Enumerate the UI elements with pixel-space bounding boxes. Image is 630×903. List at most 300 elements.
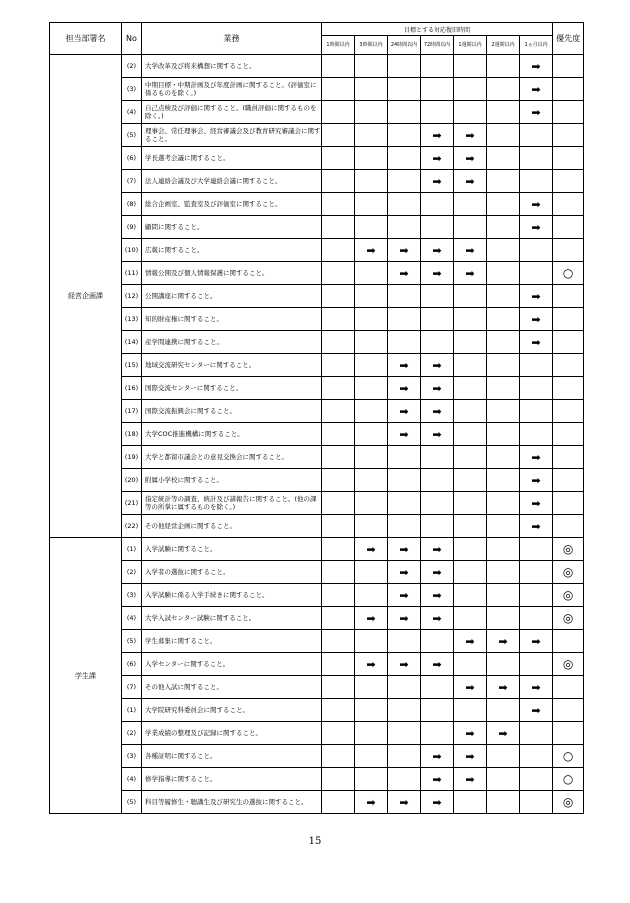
timeframe-cell bbox=[388, 124, 421, 147]
timeframe-cell bbox=[355, 699, 388, 722]
table-row bbox=[50, 262, 584, 285]
table-row bbox=[50, 193, 584, 216]
timeframe-cell bbox=[520, 239, 553, 262]
arrow-icon: ➡ bbox=[465, 174, 475, 188]
arrow-icon: ➡ bbox=[366, 243, 376, 257]
priority-mark bbox=[553, 630, 584, 653]
timeframe-cell bbox=[421, 768, 454, 791]
timeframe-cell bbox=[520, 377, 553, 400]
timeframe-cell bbox=[322, 78, 355, 101]
arrow-icon: ➡ bbox=[432, 151, 442, 165]
arrow-icon: ➡ bbox=[432, 174, 442, 188]
timeframe-cell bbox=[322, 561, 355, 584]
timeframe-cell bbox=[520, 55, 553, 78]
arrow-icon: ➡ bbox=[531, 703, 541, 717]
priority-mark: ◎ bbox=[553, 653, 584, 676]
timeframe-cell bbox=[487, 354, 520, 377]
row-number: (1) bbox=[122, 538, 142, 561]
arrow-icon: ➡ bbox=[432, 772, 442, 786]
timeframe-cell bbox=[454, 676, 487, 699]
timeframe-cell bbox=[421, 55, 454, 78]
timeframe-cell bbox=[454, 607, 487, 630]
timeframe-cell bbox=[520, 722, 553, 745]
row-number: (2) bbox=[122, 561, 142, 584]
arrow-icon: ➡ bbox=[399, 243, 409, 257]
row-number: (10) bbox=[122, 239, 142, 262]
task-description: 法人連絡会議及び大学連絡会議に関すること。 bbox=[142, 170, 322, 193]
table-row bbox=[50, 722, 584, 745]
table-row bbox=[50, 469, 584, 492]
task-description: 入学センターに関すること。 bbox=[142, 653, 322, 676]
table-row bbox=[50, 78, 584, 101]
priority-mark bbox=[553, 239, 584, 262]
arrow-icon: ➡ bbox=[465, 634, 475, 648]
timeframe-cell bbox=[355, 607, 388, 630]
table-row bbox=[50, 791, 584, 814]
arrow-icon: ➡ bbox=[399, 381, 409, 395]
priority-mark: ◎ bbox=[553, 584, 584, 607]
timeframe-cell bbox=[388, 193, 421, 216]
timeframe-cell bbox=[322, 446, 355, 469]
timeframe-cell bbox=[322, 216, 355, 239]
timeframe-cell bbox=[322, 653, 355, 676]
row-number: (15) bbox=[122, 354, 142, 377]
timeframe-cell bbox=[454, 722, 487, 745]
row-number: (4) bbox=[122, 101, 142, 124]
timeframe-cell bbox=[520, 423, 553, 446]
arrow-icon: ➡ bbox=[531, 197, 541, 211]
task-description: 指定統計等の調査、統計及び諸報告に関すること。(他の課等の所掌に属するものを除く。) bbox=[142, 492, 322, 515]
timeframe-cell bbox=[355, 538, 388, 561]
timeframe-cell bbox=[421, 331, 454, 354]
header-timeframe: 1ヵ月以内 bbox=[520, 36, 553, 55]
timeframe-cell bbox=[322, 423, 355, 446]
timeframe-cell bbox=[454, 308, 487, 331]
timeframe-cell bbox=[520, 515, 553, 538]
timeframe-cell bbox=[355, 768, 388, 791]
timeframe-cell bbox=[388, 216, 421, 239]
row-number: (21) bbox=[122, 492, 142, 515]
timeframe-cell bbox=[322, 722, 355, 745]
priority-mark bbox=[553, 147, 584, 170]
timeframe-cell bbox=[388, 400, 421, 423]
row-number: (4) bbox=[122, 607, 142, 630]
timeframe-cell bbox=[487, 745, 520, 768]
timeframe-cell bbox=[322, 285, 355, 308]
table-row bbox=[50, 285, 584, 308]
arrow-icon: ➡ bbox=[432, 565, 442, 579]
timeframe-cell bbox=[388, 722, 421, 745]
timeframe-cell bbox=[322, 170, 355, 193]
timeframe-cell bbox=[355, 377, 388, 400]
priority-mark bbox=[553, 308, 584, 331]
timeframe-cell bbox=[520, 630, 553, 653]
timeframe-cell bbox=[322, 607, 355, 630]
arrow-icon: ➡ bbox=[465, 243, 475, 257]
priority-mark: ○ bbox=[553, 745, 584, 768]
timeframe-cell bbox=[454, 745, 487, 768]
task-description: 公開講座に関すること。 bbox=[142, 285, 322, 308]
priority-mark bbox=[553, 515, 584, 538]
priority-mark bbox=[553, 676, 584, 699]
timeframe-cell bbox=[355, 722, 388, 745]
timeframe-cell bbox=[520, 492, 553, 515]
timeframe-cell bbox=[454, 515, 487, 538]
header-task: 業務 bbox=[142, 23, 322, 55]
timeframe-cell bbox=[487, 423, 520, 446]
row-number: (7) bbox=[122, 676, 142, 699]
row-number: (13) bbox=[122, 308, 142, 331]
arrow-icon: ➡ bbox=[432, 243, 442, 257]
priority-mark bbox=[553, 101, 584, 124]
row-number: (2) bbox=[122, 55, 142, 78]
timeframe-cell bbox=[487, 170, 520, 193]
timeframe-cell bbox=[421, 561, 454, 584]
timeframe-cell bbox=[355, 193, 388, 216]
arrow-icon: ➡ bbox=[531, 105, 541, 119]
row-number: (19) bbox=[122, 446, 142, 469]
timeframe-cell bbox=[421, 653, 454, 676]
timeframe-cell bbox=[355, 354, 388, 377]
timeframe-cell bbox=[454, 216, 487, 239]
arrow-icon: ➡ bbox=[531, 473, 541, 487]
timeframe-cell bbox=[421, 791, 454, 814]
row-number: (12) bbox=[122, 285, 142, 308]
arrow-icon: ➡ bbox=[465, 680, 475, 694]
timeframe-cell bbox=[388, 515, 421, 538]
timeframe-cell bbox=[388, 492, 421, 515]
timeframe-cell bbox=[322, 791, 355, 814]
timeframe-cell bbox=[520, 193, 553, 216]
arrow-icon: ➡ bbox=[498, 680, 508, 694]
timeframe-cell bbox=[520, 768, 553, 791]
timeframe-cell bbox=[421, 170, 454, 193]
timeframe-cell bbox=[388, 170, 421, 193]
timeframe-cell bbox=[388, 101, 421, 124]
timeframe-cell bbox=[520, 469, 553, 492]
task-description: 地域交流研究センターに関すること。 bbox=[142, 354, 322, 377]
header-timeframe: 1時間以内 bbox=[322, 36, 355, 55]
task-description: 知的財産権に関すること。 bbox=[142, 308, 322, 331]
timeframe-cell bbox=[388, 561, 421, 584]
table-row bbox=[50, 216, 584, 239]
arrow-icon: ➡ bbox=[531, 289, 541, 303]
row-number: (16) bbox=[122, 377, 142, 400]
timeframe-cell bbox=[487, 124, 520, 147]
timeframe-cell bbox=[421, 492, 454, 515]
timeframe-cell bbox=[487, 768, 520, 791]
row-number: (22) bbox=[122, 515, 142, 538]
timeframe-cell bbox=[322, 469, 355, 492]
arrow-icon: ➡ bbox=[432, 427, 442, 441]
priority-mark bbox=[553, 699, 584, 722]
timeframe-cell bbox=[322, 584, 355, 607]
timeframe-cell bbox=[355, 423, 388, 446]
header-timeframe: 2週間以内 bbox=[487, 36, 520, 55]
arrow-icon: ➡ bbox=[531, 335, 541, 349]
timeframe-cell bbox=[322, 193, 355, 216]
timeframe-cell bbox=[487, 239, 520, 262]
timeframe-cell bbox=[388, 354, 421, 377]
timeframe-cell bbox=[388, 745, 421, 768]
timeframe-cell bbox=[487, 377, 520, 400]
timeframe-cell bbox=[487, 492, 520, 515]
timeframe-cell bbox=[388, 331, 421, 354]
timeframe-cell bbox=[322, 768, 355, 791]
timeframe-cell bbox=[355, 55, 388, 78]
timeframe-cell bbox=[487, 331, 520, 354]
timeframe-cell bbox=[454, 400, 487, 423]
arrow-icon: ➡ bbox=[432, 542, 442, 556]
task-description: 大学入試センター試験に関すること。 bbox=[142, 607, 322, 630]
header-timeframe: 3時間以内 bbox=[355, 36, 388, 55]
arrow-icon: ➡ bbox=[399, 404, 409, 418]
arrow-icon: ➡ bbox=[531, 450, 541, 464]
table-row bbox=[50, 55, 584, 78]
timeframe-cell bbox=[322, 377, 355, 400]
task-description: 情報公開及び個人情報保護に関すること。 bbox=[142, 262, 322, 285]
arrow-icon: ➡ bbox=[399, 266, 409, 280]
timeframe-cell bbox=[322, 515, 355, 538]
table-row bbox=[50, 676, 584, 699]
timeframe-cell bbox=[421, 262, 454, 285]
timeframe-cell bbox=[388, 653, 421, 676]
arrow-icon: ➡ bbox=[432, 404, 442, 418]
arrow-icon: ➡ bbox=[465, 128, 475, 142]
timeframe-cell bbox=[421, 722, 454, 745]
table-row bbox=[50, 607, 584, 630]
timeframe-cell bbox=[520, 538, 553, 561]
timeframe-cell bbox=[322, 124, 355, 147]
timeframe-cell bbox=[520, 400, 553, 423]
arrow-icon: ➡ bbox=[531, 680, 541, 694]
arrow-icon: ➡ bbox=[399, 588, 409, 602]
task-description: 科目等履修生・聴講生及び研究生の選抜に関すること。 bbox=[142, 791, 322, 814]
priority-mark bbox=[553, 216, 584, 239]
timeframe-cell bbox=[454, 469, 487, 492]
priority-mark: ○ bbox=[553, 262, 584, 285]
recovery-time-table bbox=[49, 22, 584, 814]
timeframe-cell bbox=[421, 515, 454, 538]
arrow-icon: ➡ bbox=[432, 128, 442, 142]
priority-mark bbox=[553, 354, 584, 377]
table-row bbox=[50, 400, 584, 423]
row-number: (6) bbox=[122, 147, 142, 170]
arrow-icon: ➡ bbox=[531, 312, 541, 326]
timeframe-cell bbox=[388, 791, 421, 814]
timeframe-cell bbox=[322, 745, 355, 768]
timeframe-cell bbox=[355, 446, 388, 469]
row-number: (2) bbox=[122, 722, 142, 745]
header-target-time: 目標とする対応復旧時間 bbox=[322, 23, 553, 36]
task-description: その他経営企画に関すること。 bbox=[142, 515, 322, 538]
timeframe-cell bbox=[388, 239, 421, 262]
table-row bbox=[50, 584, 584, 607]
row-number: (5) bbox=[122, 791, 142, 814]
timeframe-cell bbox=[454, 262, 487, 285]
timeframe-cell bbox=[421, 630, 454, 653]
timeframe-cell bbox=[487, 469, 520, 492]
timeframe-cell bbox=[487, 262, 520, 285]
timeframe-cell bbox=[388, 78, 421, 101]
timeframe-cell bbox=[355, 331, 388, 354]
priority-mark: ◎ bbox=[553, 561, 584, 584]
arrow-icon: ➡ bbox=[465, 749, 475, 763]
timeframe-cell bbox=[355, 78, 388, 101]
priority-mark: ◎ bbox=[553, 791, 584, 814]
timeframe-cell bbox=[355, 469, 388, 492]
timeframe-cell bbox=[454, 147, 487, 170]
task-description: 大学改革及び将来構想に関すること。 bbox=[142, 55, 322, 78]
table-row bbox=[50, 354, 584, 377]
timeframe-cell bbox=[487, 147, 520, 170]
timeframe-cell bbox=[421, 745, 454, 768]
row-number: (17) bbox=[122, 400, 142, 423]
timeframe-cell bbox=[520, 607, 553, 630]
task-description: その他入試に関すること。 bbox=[142, 676, 322, 699]
row-number: (3) bbox=[122, 584, 142, 607]
timeframe-cell bbox=[520, 354, 553, 377]
timeframe-cell bbox=[454, 791, 487, 814]
timeframe-cell bbox=[454, 354, 487, 377]
timeframe-cell bbox=[487, 584, 520, 607]
priority-mark bbox=[553, 55, 584, 78]
arrow-icon: ➡ bbox=[432, 381, 442, 395]
table-row bbox=[50, 446, 584, 469]
table-row bbox=[50, 699, 584, 722]
task-description: 入学者の選抜に関すること。 bbox=[142, 561, 322, 584]
table-row bbox=[50, 745, 584, 768]
timeframe-cell bbox=[355, 791, 388, 814]
arrow-icon: ➡ bbox=[432, 358, 442, 372]
table-row bbox=[50, 515, 584, 538]
priority-mark bbox=[553, 492, 584, 515]
dept-name: 学生課 bbox=[50, 538, 122, 814]
arrow-icon: ➡ bbox=[531, 634, 541, 648]
dept-name: 経営企画課 bbox=[50, 55, 122, 538]
timeframe-cell bbox=[421, 400, 454, 423]
header-timeframe: 72時間以内 bbox=[421, 36, 454, 55]
timeframe-cell bbox=[487, 561, 520, 584]
timeframe-cell bbox=[520, 216, 553, 239]
arrow-icon: ➡ bbox=[531, 59, 541, 73]
timeframe-cell bbox=[388, 469, 421, 492]
timeframe-cell bbox=[520, 78, 553, 101]
timeframe-cell bbox=[421, 377, 454, 400]
timeframe-cell bbox=[421, 584, 454, 607]
table-row bbox=[50, 653, 584, 676]
timeframe-cell bbox=[487, 216, 520, 239]
timeframe-cell bbox=[421, 285, 454, 308]
priority-mark bbox=[553, 78, 584, 101]
timeframe-cell bbox=[454, 561, 487, 584]
task-description: 国際交流振興会に関すること。 bbox=[142, 400, 322, 423]
table-row bbox=[50, 561, 584, 584]
table-row bbox=[50, 308, 584, 331]
task-description: 産学間連携に関すること。 bbox=[142, 331, 322, 354]
table-row bbox=[50, 423, 584, 446]
timeframe-cell bbox=[388, 262, 421, 285]
table-row bbox=[50, 768, 584, 791]
timeframe-cell bbox=[487, 193, 520, 216]
timeframe-cell bbox=[388, 55, 421, 78]
timeframe-cell bbox=[421, 469, 454, 492]
timeframe-cell bbox=[487, 653, 520, 676]
header-priority: 優先度 bbox=[553, 23, 584, 55]
timeframe-cell bbox=[421, 308, 454, 331]
table-row bbox=[50, 239, 584, 262]
task-description: 国際交流センターに関すること。 bbox=[142, 377, 322, 400]
timeframe-cell bbox=[454, 492, 487, 515]
timeframe-cell bbox=[322, 630, 355, 653]
row-number: (3) bbox=[122, 78, 142, 101]
row-number: (3) bbox=[122, 745, 142, 768]
timeframe-cell bbox=[421, 124, 454, 147]
timeframe-cell bbox=[520, 676, 553, 699]
timeframe-cell bbox=[454, 55, 487, 78]
row-number: (4) bbox=[122, 768, 142, 791]
arrow-icon: ➡ bbox=[399, 427, 409, 441]
timeframe-cell bbox=[388, 446, 421, 469]
timeframe-cell bbox=[355, 676, 388, 699]
timeframe-cell bbox=[487, 630, 520, 653]
timeframe-cell bbox=[421, 78, 454, 101]
timeframe-cell bbox=[487, 55, 520, 78]
timeframe-cell bbox=[322, 331, 355, 354]
task-description: 総合企画室、監査室及び評価室に関すること。 bbox=[142, 193, 322, 216]
task-description: 理事会、常任理事会、経営審議会及び教育研究審議会に関すること。 bbox=[142, 124, 322, 147]
timeframe-cell bbox=[355, 653, 388, 676]
arrow-icon: ➡ bbox=[498, 634, 508, 648]
arrow-icon: ➡ bbox=[399, 611, 409, 625]
timeframe-cell bbox=[520, 331, 553, 354]
timeframe-cell bbox=[322, 538, 355, 561]
arrow-icon: ➡ bbox=[366, 611, 376, 625]
timeframe-cell bbox=[421, 147, 454, 170]
timeframe-cell bbox=[322, 354, 355, 377]
timeframe-cell bbox=[388, 699, 421, 722]
timeframe-cell bbox=[322, 308, 355, 331]
arrow-icon: ➡ bbox=[366, 542, 376, 556]
priority-mark bbox=[553, 469, 584, 492]
table-row bbox=[50, 124, 584, 147]
row-number: (14) bbox=[122, 331, 142, 354]
arrow-icon: ➡ bbox=[399, 542, 409, 556]
header-no: No bbox=[122, 23, 142, 55]
timeframe-cell bbox=[454, 584, 487, 607]
timeframe-cell bbox=[520, 699, 553, 722]
timeframe-cell bbox=[322, 55, 355, 78]
priority-mark bbox=[553, 400, 584, 423]
timeframe-cell bbox=[454, 768, 487, 791]
timeframe-cell bbox=[487, 722, 520, 745]
arrow-icon: ➡ bbox=[432, 749, 442, 763]
timeframe-cell bbox=[520, 791, 553, 814]
page-number: 15 bbox=[308, 836, 322, 847]
timeframe-cell bbox=[520, 308, 553, 331]
row-number: (20) bbox=[122, 469, 142, 492]
row-number: (7) bbox=[122, 170, 142, 193]
timeframe-cell bbox=[388, 676, 421, 699]
arrow-icon: ➡ bbox=[465, 266, 475, 280]
timeframe-cell bbox=[487, 699, 520, 722]
timeframe-cell bbox=[487, 101, 520, 124]
task-description: 学生募集に関すること。 bbox=[142, 630, 322, 653]
table-row bbox=[50, 377, 584, 400]
timeframe-cell bbox=[487, 285, 520, 308]
priority-mark bbox=[553, 170, 584, 193]
timeframe-cell bbox=[454, 653, 487, 676]
